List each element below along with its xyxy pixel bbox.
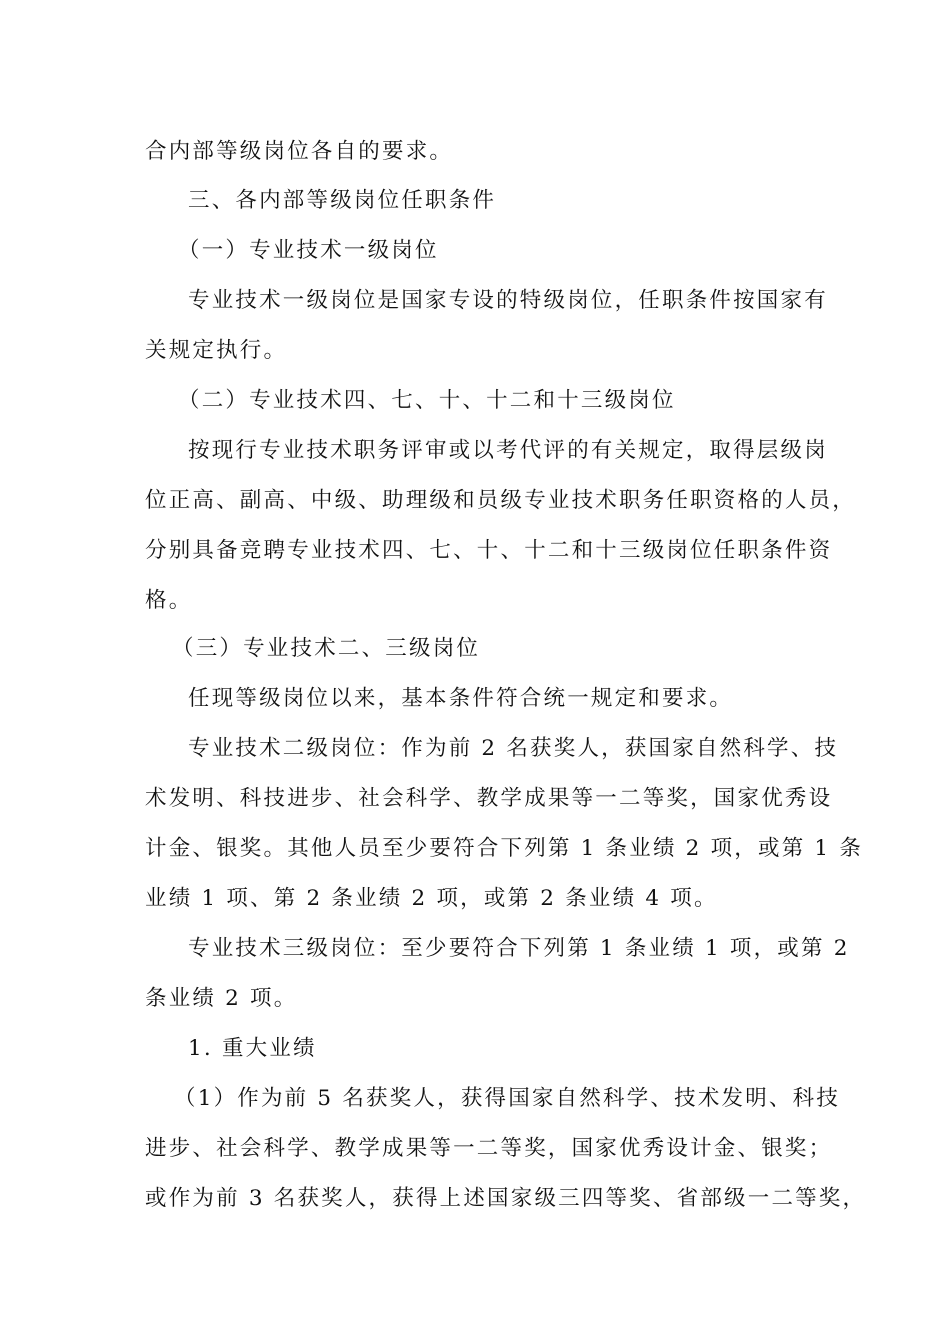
text-line: 按现行专业技术职务评审或以考代评的有关规定，取得层级岗 (188, 438, 828, 463)
text-line: 位正高、副高、中级、助理级和员级专业技术职务任职资格的人员， (145, 488, 857, 513)
text-line: 任现等级岗位以来，基本条件符合统一规定和要求。 (188, 686, 734, 711)
text-line: 分别具备竞聘专业技术四、七、十、十二和十三级岗位任职条件资 (145, 538, 833, 563)
text-line: 或作为前 3 名获奖人，获得上述国家级三四等奖、省部级一二等奖， (145, 1186, 867, 1211)
text-line: 条业绩 2 项。 (145, 986, 298, 1011)
text-line: 计金、银奖。其他人员至少要符合下列第 1 条业绩 2 项，或第 1 条 (145, 836, 864, 861)
text-line: 专业技术二级岗位：作为前 2 名获奖人，获国家自然科学、技 (188, 736, 839, 761)
text-line: 专业技术三级岗位：至少要符合下列第 1 条业绩 1 项，或第 2 (188, 936, 850, 961)
subsection-heading: （一）专业技术一级岗位 (178, 238, 439, 263)
text-line: 格。 (145, 588, 193, 613)
subsection-heading: （二）专业技术四、七、十、十二和十三级岗位 (178, 388, 676, 413)
text-line: 专业技术一级岗位是国家专设的特级岗位，任职条件按国家有 (188, 288, 828, 313)
text-line: 关规定执行。 (145, 338, 288, 363)
subsection-heading: （三）专业技术二、三级岗位 (172, 636, 481, 661)
text-line: 术发明、科技进步、社会科学、教学成果等一二等奖，国家优秀设 (145, 786, 833, 811)
text-line: 合内部等级岗位各自的要求。 (145, 139, 454, 164)
text-line: 进步、社会科学、教学成果等一二等奖，国家优秀设计金、银奖； (145, 1136, 833, 1161)
text-line: （1）作为前 5 名获奖人，获得国家自然科学、技术发明、科技 (174, 1086, 841, 1111)
section-heading: 三、各内部等级岗位任职条件 (188, 188, 497, 213)
text-line: 业绩 1 项、第 2 条业绩 2 项，或第 2 条业绩 4 项。 (145, 886, 718, 911)
list-heading: 1. 重大业绩 (188, 1036, 317, 1061)
